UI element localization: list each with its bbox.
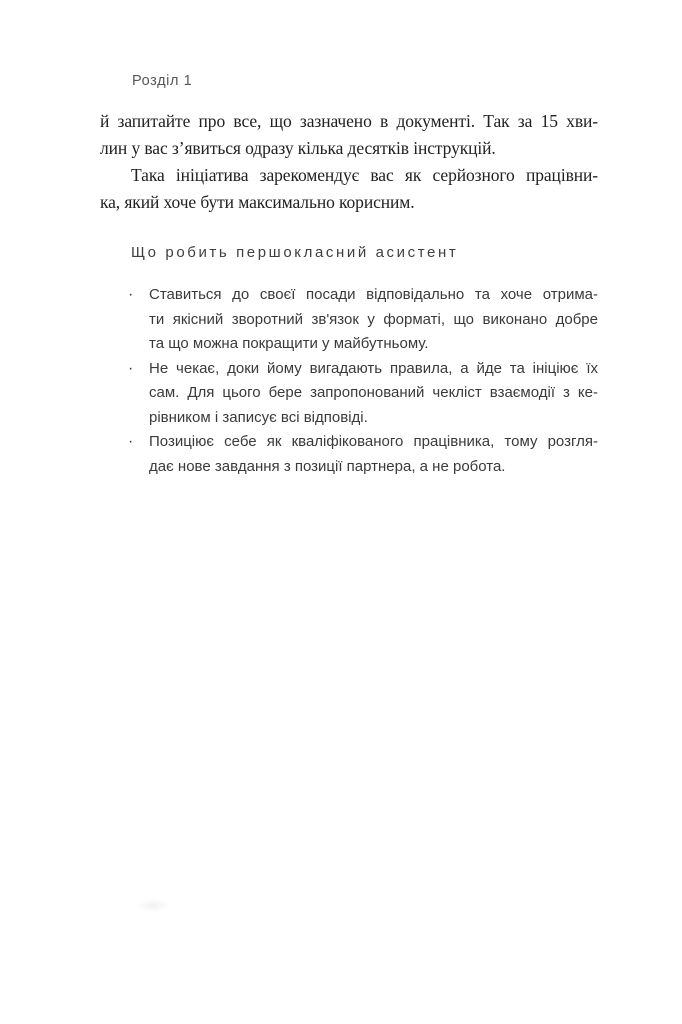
bullet-icon: · xyxy=(128,433,134,450)
list-item xyxy=(128,283,598,357)
text-line: лин у вас з’явиться одразу кілька десятків інструкцій. xyxy=(100,138,496,158)
text-line: ти якісний зворотний зв'язок у форматі, що виконано добре xyxy=(149,310,598,328)
text-line: сам. Для цього бере запропонований чекліст взаємодії з ке- xyxy=(149,384,598,401)
bullet-icon: · xyxy=(128,359,134,377)
print-artifact xyxy=(137,899,169,912)
text-line: та що можна покращити у майбутньому. xyxy=(149,335,429,352)
text-line: й запитайте про все, що зазначено в документі. Так за 15 хви- xyxy=(100,111,598,131)
body-paragraph xyxy=(100,108,598,162)
text-line: Не чекає, доки йому вигадають правила, а йде та ініціює їх xyxy=(149,359,598,377)
bullet-list xyxy=(128,283,598,479)
chapter-running-head: Розділ 1 xyxy=(132,73,193,89)
text-line: Така ініціатива зарекомендує вас як серйозного працівни- xyxy=(131,165,598,185)
text-line: Позиціює себе як кваліфікованого працівника, тому розгля- xyxy=(149,433,598,450)
text-line: дає нове завдання з позиції партнера, а не робота. xyxy=(149,457,506,475)
body-paragraph xyxy=(100,162,598,216)
section-heading: Що робить першокласний асистент xyxy=(131,244,459,261)
text-line: рівником і записує всі відповіді. xyxy=(149,408,368,426)
text-line: ка, який хоче бути максимально корисним. xyxy=(100,192,415,212)
text-line: Ставиться до своєї посади відповідально та хоче отрима- xyxy=(149,286,598,303)
list-item xyxy=(128,430,598,479)
list-item xyxy=(128,357,598,431)
bullet-icon: · xyxy=(128,286,134,303)
